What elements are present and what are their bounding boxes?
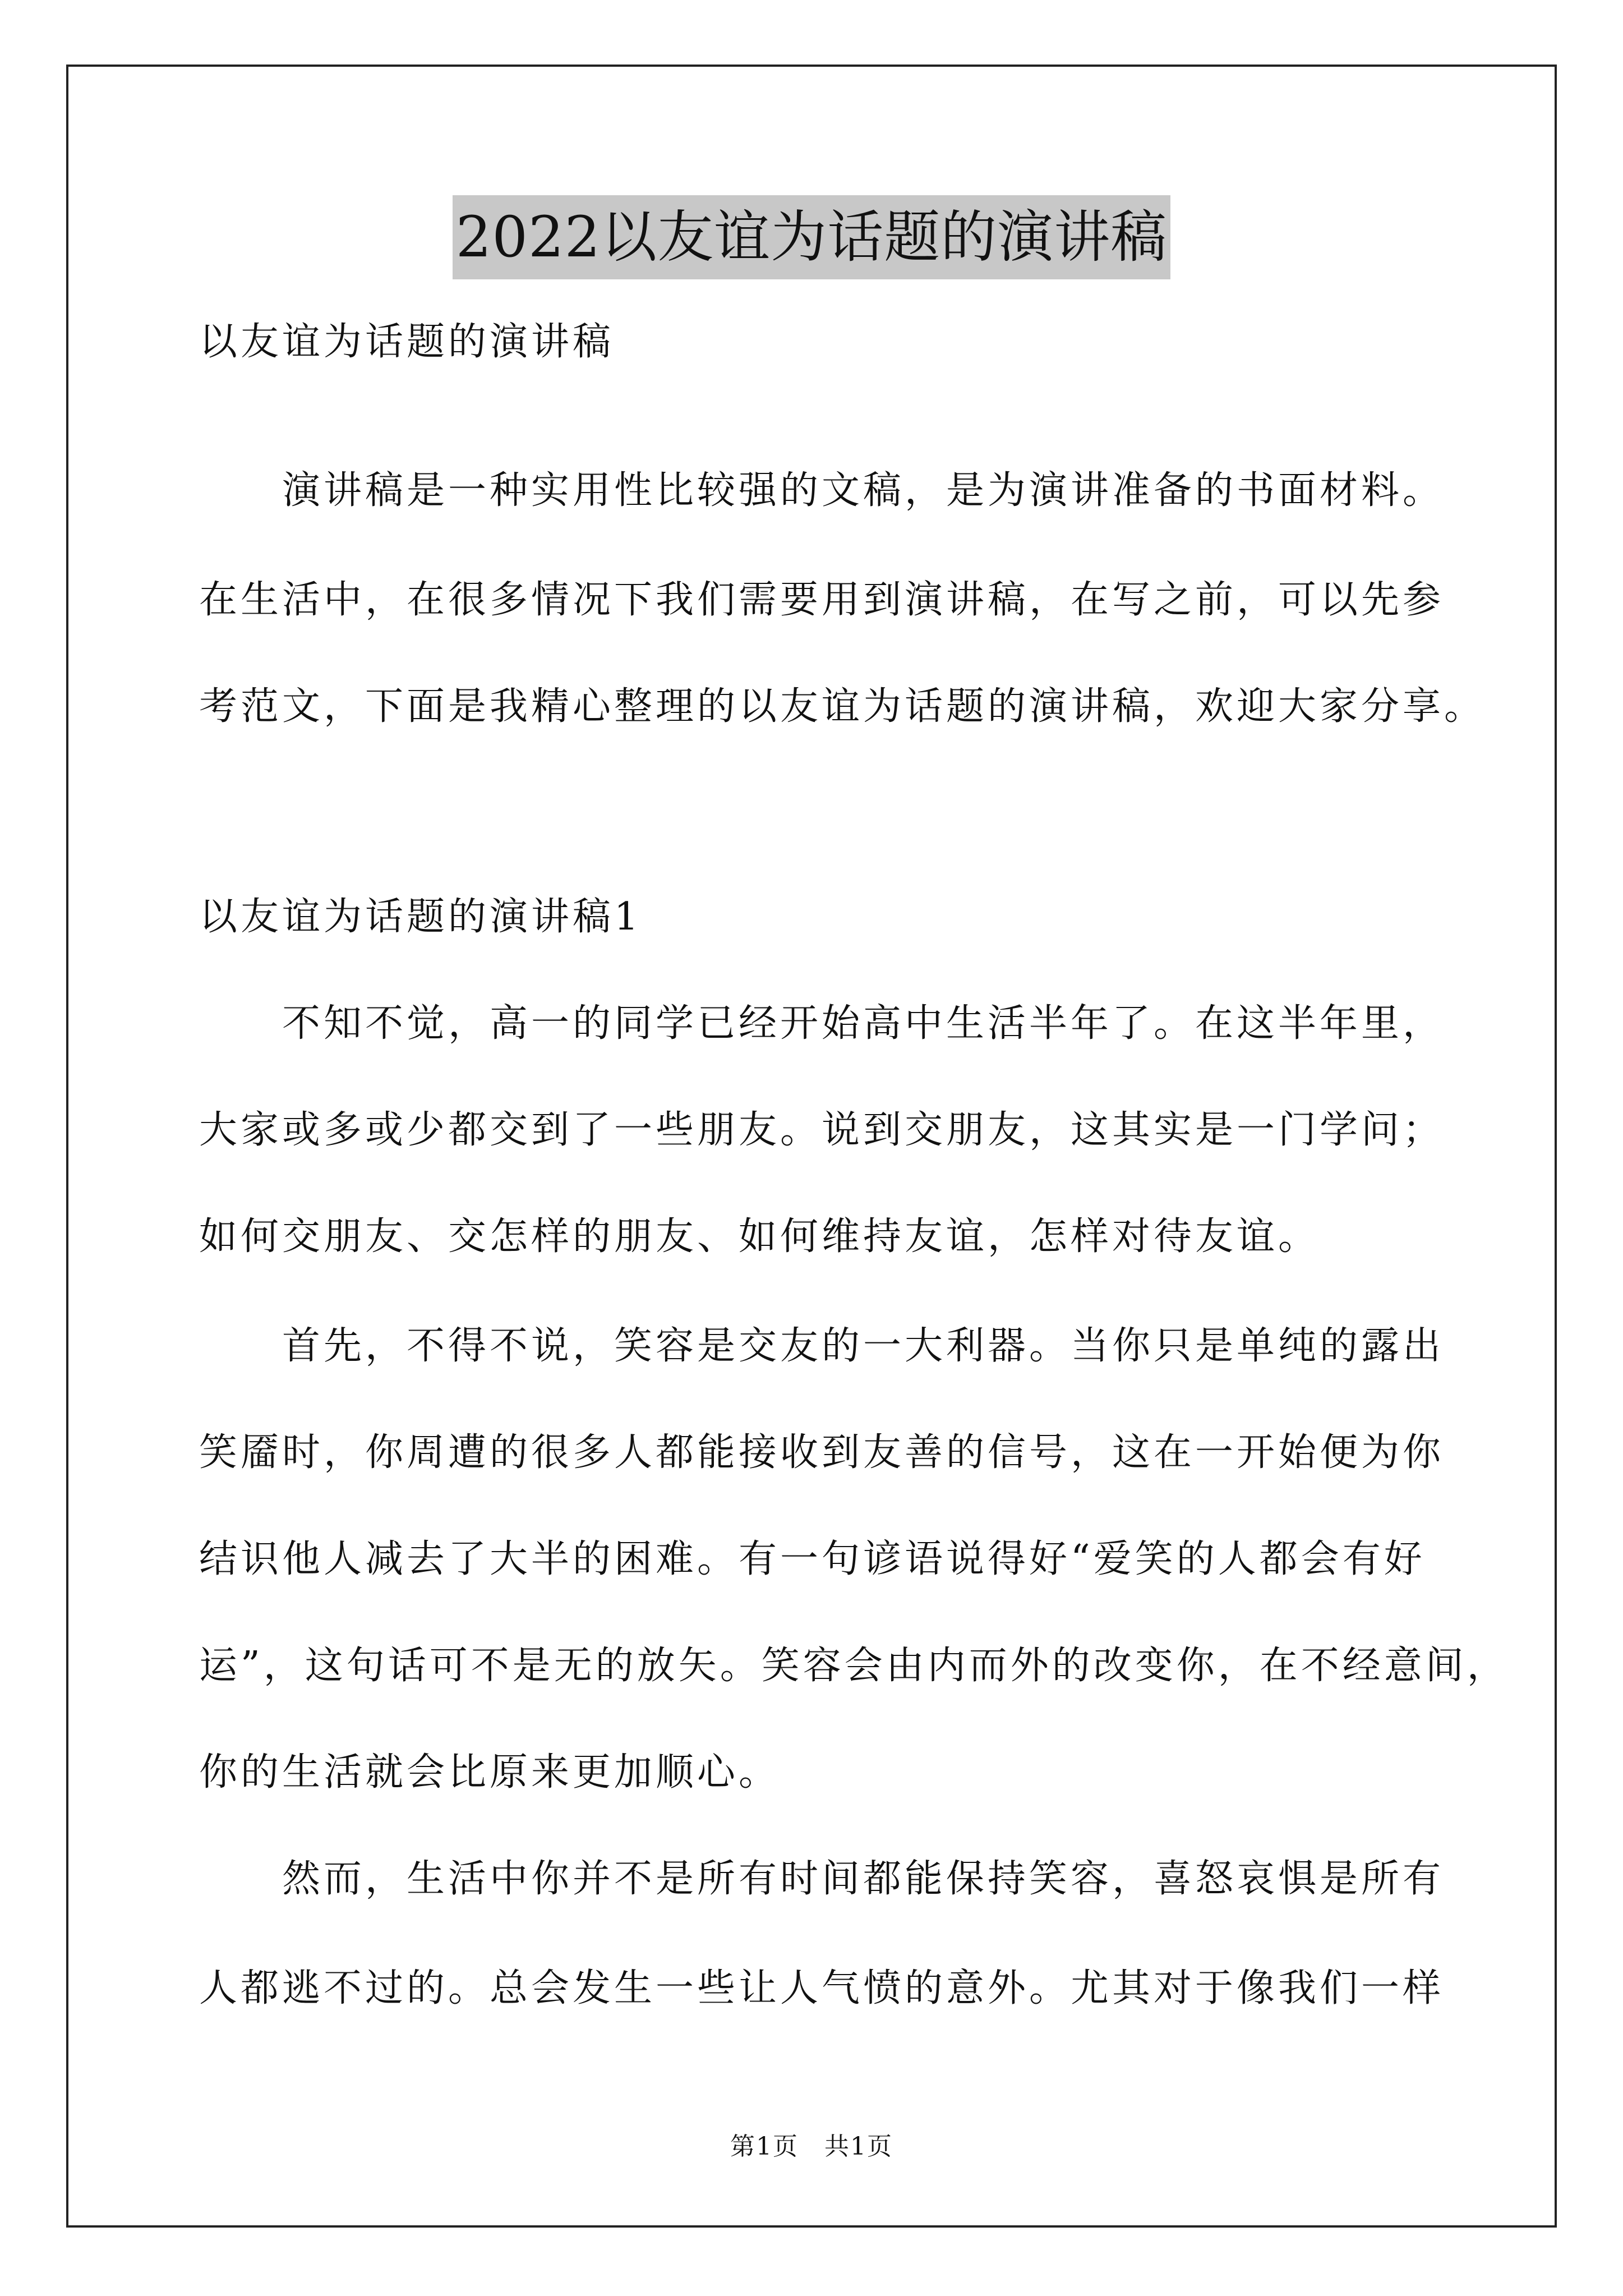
para2-line-4: 运”，这句话可不是无的放矢。笑容会由内而外的改变你，在不经意间，	[199, 1644, 1509, 1688]
intro-line-3: 考范文，下面是我精心整理的以友谊为话题的演讲稿，欢迎大家分享。	[199, 684, 1486, 729]
para1-line-3: 如何交朋友、交怎样的朋友、如何维持友谊，怎样对待友谊。	[199, 1214, 1320, 1259]
intro-line-2: 在生活中，在很多情况下我们需要用到演讲稿，在写之前，可以先参	[199, 578, 1445, 622]
para2-line-1: 首先，不得不说，笑容是交友的一大利器。当你只是单纯的露出	[282, 1324, 1445, 1368]
section-heading: 以友谊为话题的演讲稿1	[199, 895, 642, 939]
intro-line-1: 演讲稿是一种实用性比较强的文稿，是为演讲准备的书面材料。	[282, 468, 1445, 513]
para2-line-2: 笑靥时，你周遭的很多人都能接收到友善的信号，这在一开始便为你	[199, 1430, 1445, 1475]
title-wrap	[0, 195, 1623, 279]
para3-line-1: 然而，生活中你并不是所有时间都能保持笑容，喜怒哀惧是所有	[282, 1857, 1445, 1901]
subtitle: 以友谊为话题的演讲稿	[199, 320, 615, 364]
para1-line-1: 不知不觉，高一的同学已经开始高中生活半年了。在这半年里，	[282, 1001, 1445, 1046]
page-footer: 第1页 共1页	[730, 2132, 893, 2161]
para2-line-5: 你的生活就会比原来更加顺心。	[199, 1750, 781, 1795]
para2-line-3: 结识他人减去了大半的困难。有一句谚语说得好“爱笑的人都会有好	[199, 1537, 1426, 1581]
para1-line-2: 大家或多或少都交到了一些朋友。说到交朋友，这其实是一门学问；	[199, 1108, 1445, 1152]
document-title: 2022以友谊为话题的演讲稿	[453, 195, 1171, 279]
para3-line-2: 人都逃不过的。总会发生一些让人气愤的意外。尤其对于像我们一样	[199, 1966, 1445, 2010]
